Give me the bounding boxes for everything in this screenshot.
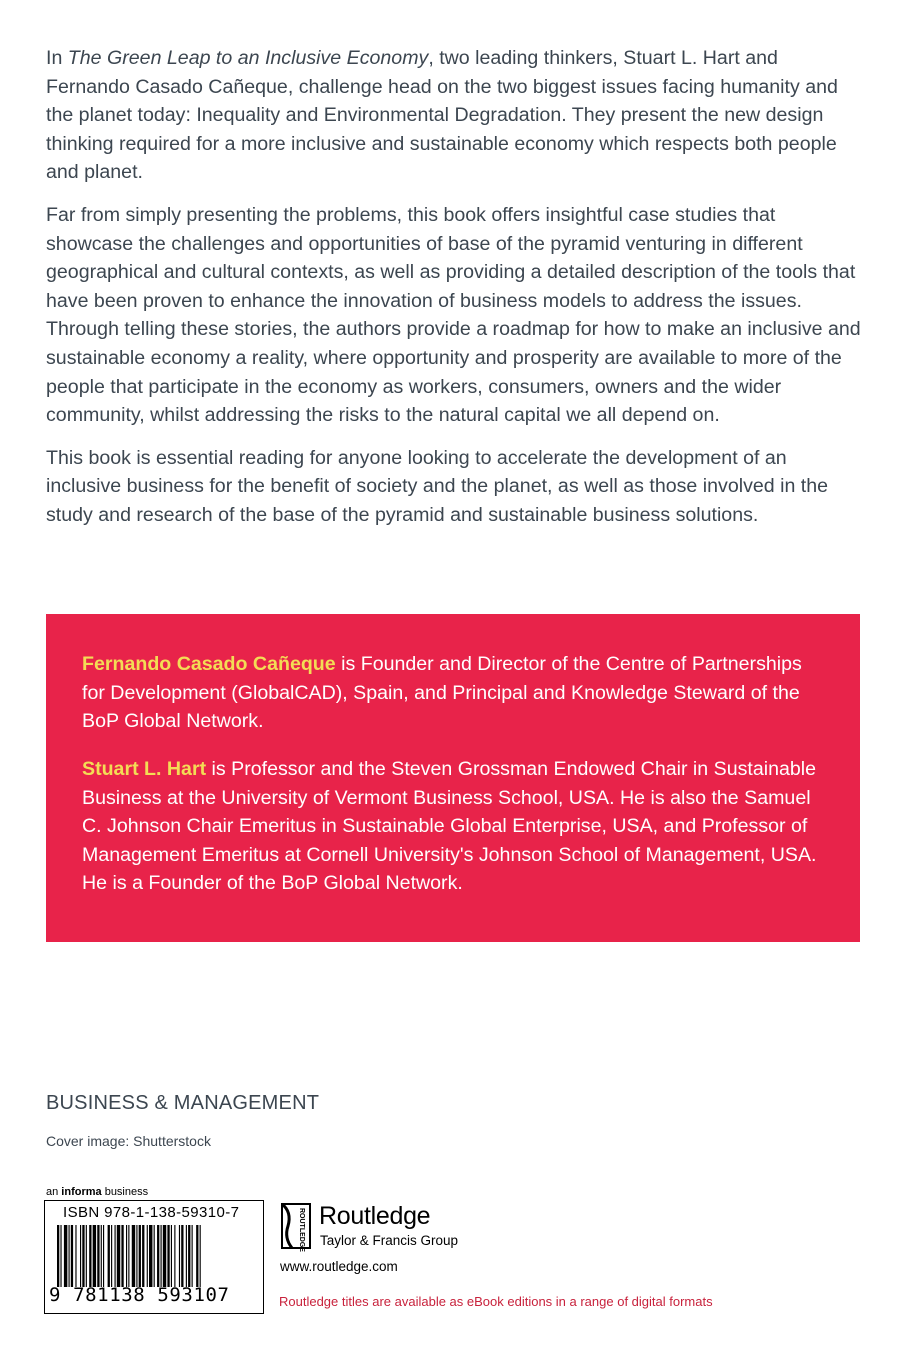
author-name-2: Stuart L. Hart [82,758,207,780]
barcode-bar [108,1225,110,1287]
publisher-group: Taylor & Francis Group [320,1233,459,1248]
barcode-bar [64,1225,67,1287]
informa-suffix: business [101,1186,149,1198]
cover-credit: Cover image: Shutterstock [46,1133,211,1149]
barcode-bar [71,1225,73,1287]
barcode-bar [149,1225,152,1287]
informa-prefix: an [46,1186,62,1198]
book-description [46,44,864,544]
barcode-bar [89,1225,91,1287]
isbn-barcode [44,1200,264,1314]
author-bio-2 [82,755,822,898]
barcode-bar [196,1225,198,1287]
barcode-bar [86,1225,87,1287]
routledge-logo-icon [278,1202,314,1252]
barcode-bar [126,1225,127,1287]
barcode-bar [136,1225,137,1287]
subject-category: BUSINESS & MANAGEMENT [46,1092,320,1114]
routledge-logo-vertical-text: ROUTLEDGE [298,1208,305,1252]
isbn-label: ISBN 978-1-138-59310-7 [63,1204,240,1221]
informa-brand: informa [61,1186,102,1198]
informa-tagline [46,1186,148,1198]
description-paragraph-1 [46,44,864,187]
barcode-bar [111,1225,112,1287]
barcode-bar [60,1225,61,1287]
barcode-bar [101,1225,102,1287]
barcode-bar [163,1225,166,1287]
barcode-bar [174,1225,175,1287]
barcode-bar [69,1225,70,1287]
barcode-bar [121,1225,123,1287]
barcode-bar [139,1225,141,1287]
barcode-bar [154,1225,155,1287]
barcode-bar [142,1225,144,1287]
book-title: The Green Leap to an Inclusive Economy [67,47,429,69]
barcode-bar [103,1225,104,1287]
barcode-bars [57,1225,253,1287]
barcode-bar [128,1225,129,1287]
barcode-bar [97,1225,99,1287]
barcode-bar [147,1225,148,1287]
barcode-bar [186,1225,187,1287]
publisher-url[interactable]: www.routledge.com [280,1259,398,1274]
author-bio-text-1: is Founder and Director of the Centre of Partnerships for Development (GlobalCAD), Spain, and Principal and Knowledge Steward of the BoP Global Network. [82,653,802,733]
barcode-bar [179,1225,180,1287]
barcode-bar [57,1225,59,1287]
barcode-bar [132,1225,135,1287]
author-bio-text-2: is Professor and the Steven Grossman Endowed Chair in Sustainable Business at the University of Vermont Business School, USA. He is also the Samuel C. Johnson Chair Emeritus in Sustainable Global Enterprise, USA, and Professor of Management Emeritus at Cornell University's Johnson School of Management, USA. He is a Founder of the BoP Global Network. [82,758,817,895]
publisher-name: Routledge [319,1202,431,1230]
barcode-bar [167,1225,169,1287]
barcode-bar [80,1225,81,1287]
barcode-bar [93,1225,96,1287]
barcode-bar [161,1225,162,1287]
barcode-digits: 9 781138 593107 [49,1284,230,1306]
barcode-bar [157,1225,159,1287]
barcode-bar [188,1225,190,1287]
barcode-bar [181,1225,183,1287]
barcode-bar [200,1225,201,1287]
description-paragraph-3: This book is essential reading for anyone looking to accelerate the development of an inclusive business for the benefit of society and the planet, as well as those involved in the study and research of the base of the pyramid and sustainable business solutions. [46,446,829,526]
ebook-availability-note: Routledge titles are available as eBook editions in a range of digital formats [279,1294,713,1309]
barcode-bar [82,1225,84,1287]
author-bio-1 [82,650,822,736]
author-name-1: Fernando Casado Cañeque [82,653,336,675]
barcode-bar [117,1225,120,1287]
barcode-bar [75,1225,76,1287]
barcode-bar [171,1225,172,1287]
intro-rest-text: , two leading thinkers, Stuart L. Hart and Fernando Casado Cañeque, challenge head on the two biggest issues facing humanity and the planet today: Inequality and Environmental Degradation. They present the new design thinking required for a more inclusive and sustainable economy which respects both people and planet. [46,47,838,184]
author-bio-panel [46,614,860,942]
description-paragraph-2: Far from simply presenting the problems, this book offers insightful case studies that showcase the challenges and opportunities of base of the pyramid venturing in different geographical and cultural contexts, as well as providing a detailed description of the tools that have been proven to enhance the innovation of business models to address the issues. Through telling these stories, the authors provide a roadmap for how to make an inclusive and sustainable economy a reality, where opportunity and prosperity are available to more of the people that participate in the economy as workers, consumers, owners and the wider community, whilst addressing the risks to the natural capital we all depend on. [46,203,861,427]
barcode-bar [192,1225,193,1287]
barcode-bar [115,1225,116,1287]
intro-text: In [46,47,68,69]
